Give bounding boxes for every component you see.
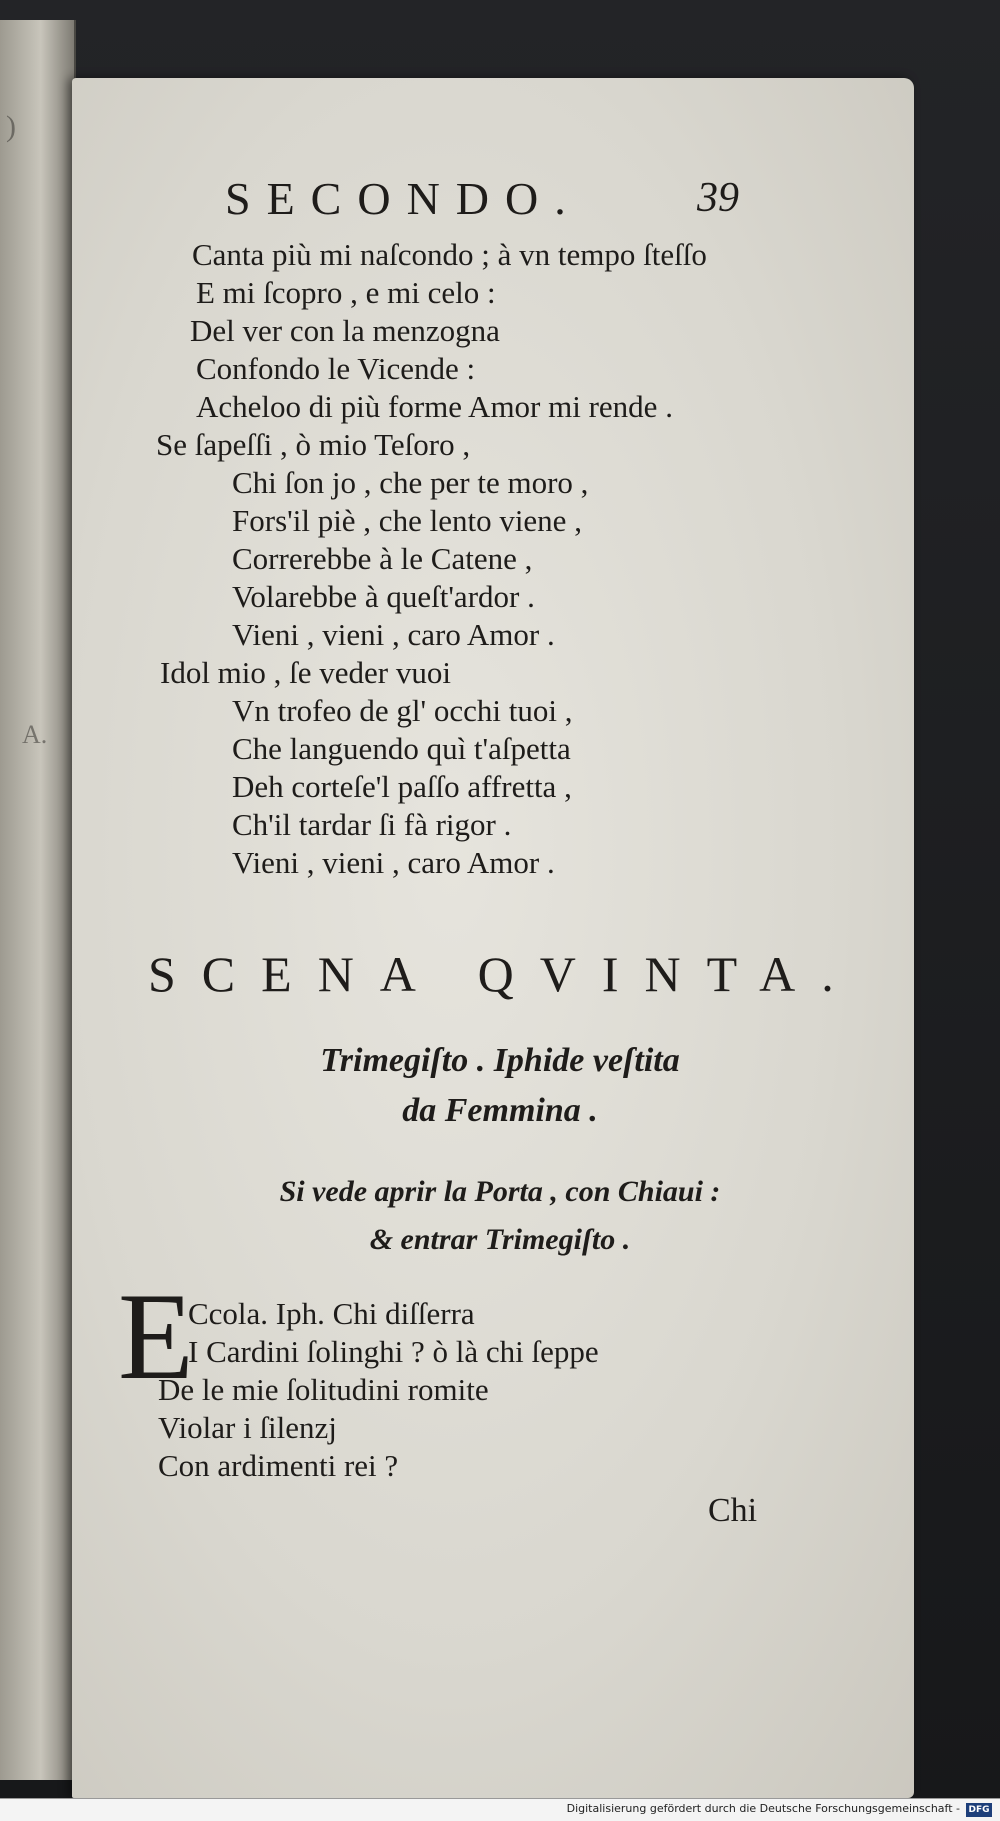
left-page-fragment: ) — [6, 110, 16, 143]
left-page-edge — [0, 20, 76, 1780]
page-header — [225, 172, 785, 232]
verse-line: Deh corteſe'l paſſo affretta , — [232, 769, 572, 804]
stage-direction-line: Si vede aprir la Porta , con Chiaui : — [279, 1175, 721, 1208]
footer-bar — [0, 1798, 1000, 1821]
character-list — [0, 1036, 1000, 1136]
dialogue-line: Ccola. Iph. Chi diſſerra — [188, 1296, 475, 1331]
verse-line: Correrebbe à le Catene , — [232, 541, 533, 576]
footer-credit: Digitalisierung gefördert durch die Deutsche Forschungsgemeinschaft - — [566, 1802, 960, 1815]
dialogue-line: Violar i ſilenzj — [158, 1410, 337, 1445]
verse-line: Vn trofeo de gl' occhi tuoi , — [232, 693, 573, 728]
verse-line: E mi ſcopro , e mi celo : — [196, 275, 496, 310]
page-number: 39 — [697, 175, 739, 221]
dfg-logo: DFG — [966, 1803, 992, 1817]
verse-line: Acheloo di più forme Amor mi rende . — [196, 389, 673, 424]
dialogue-line: I Cardini ſolinghi ? ò là chi ſeppe — [188, 1334, 599, 1369]
drop-cap: E — [118, 1268, 194, 1405]
verse-line: Ch'il tardar ſi fà rigor . — [232, 807, 512, 842]
stage-direction-line: & entrar Trimegiſto . — [369, 1223, 631, 1256]
verse-line: Chi ſon jo , che per te moro , — [232, 465, 589, 500]
verse-line: Volarebbe à queſt'ardor . — [232, 579, 535, 614]
verse-line: Del ver con la menzogna — [190, 313, 500, 348]
verse-line: Fors'il piè , che lento viene , — [232, 503, 582, 538]
verse-line: Che languendo quì t'aſpetta — [232, 731, 571, 766]
character-line: da Femmina . — [402, 1092, 598, 1129]
verse-line: Canta più mi naſcondo ; à vn tempo ſteſſo — [192, 237, 707, 272]
stage-direction — [0, 1168, 1000, 1264]
verse-line: Vieni , vieni , caro Amor . — [232, 617, 555, 652]
character-line: Trimegiſto . Iphide veſtita — [320, 1042, 680, 1079]
scene-title: SCENA QVINTA. — [148, 946, 860, 1002]
verse-line: Se ſapeſſi , ò mio Teſoro , — [156, 427, 471, 462]
running-head: SECONDO. — [225, 173, 582, 224]
left-page-fragment: A. — [22, 720, 48, 749]
dialogue-line: Con ardimenti rei ? — [158, 1448, 399, 1483]
verse-line: Idol mio , ſe veder vuoi — [160, 655, 451, 690]
verse-line: Vieni , vieni , caro Amor . — [232, 845, 555, 880]
dialogue-line: De le mie ſolitudini romite — [158, 1372, 489, 1407]
verse-line: Confondo le Vicende : — [196, 351, 476, 386]
catchword: Chi — [708, 1492, 758, 1529]
